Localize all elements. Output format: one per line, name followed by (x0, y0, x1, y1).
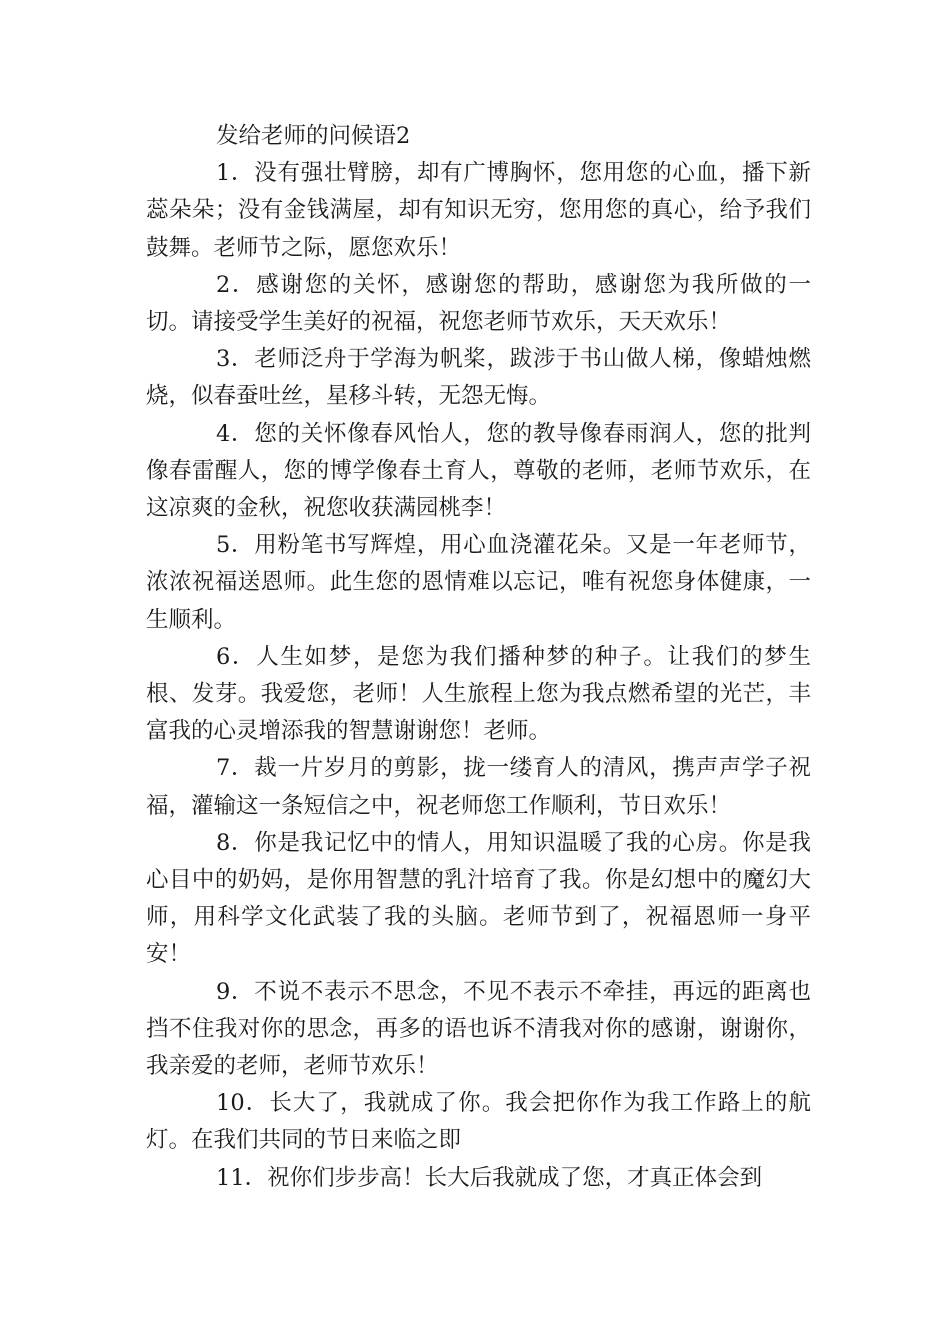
paragraph-11: 11．祝你们步步高！长大后我就成了您，才真正体会到 (216, 1164, 763, 1191)
paragraph-2: 2．感谢您的关怀，感谢您的帮助，感谢您为我所做的一切。请接受学生美好的祝福，祝您老师节欢乐，天天欢乐！ (146, 271, 811, 336)
paragraph-3: 3．老师泛舟于学海为帆桨，跋涉于书山做人梯，像蜡烛燃烧，似春蚕吐丝，星移斗转，无怨无悔。 (146, 346, 811, 410)
paragraph-8: 8．你是我记忆中的情人，用知识温暖了我的心房。你是我心目中的奶妈，是你用智慧的乳汁培育了我。你是幻想中的魔幻大师，用科学文化武装了我的头脑。老师节到了，祝福恩师一身平安！ (146, 829, 811, 968)
paragraph-9: 9．不说不表示不思念，不见不表示不牵挂，再远的距离也挡不住我对你的思念，再多的语也诉不清我对你的感谢，谢谢你，我亲爱的老师，老师节欢乐！ (146, 978, 811, 1080)
paragraph-5: 5．用粉笔书写辉煌，用心血浇灌花朵。又是一年老师节，浓浓祝福送恩师。此生您的恩情难以忘记，唯有祝您身体健康，一生顺利。 (146, 532, 811, 633)
paragraph-10: 10．长大了，我就成了你。我会把你作为我工作路上的航灯。在我们共同的节日来临之即 (146, 1090, 811, 1154)
paragraph-4: 4．您的关怀像春风怡人，您的教导像春雨润人，您的批判像春雷醒人，您的博学像春土育人，尊敬的老师，老师节欢乐，在这凉爽的金秋，祝您收获满园桃李！ (146, 420, 811, 522)
paragraph-6: 6．人生如梦，是您为我们播种梦的种子。让我们的梦生根、发芽。我爱您，老师！人生旅程上您为我点燃希望的光芒，丰富我的心灵增添我的智慧谢谢您！老师。 (146, 643, 811, 745)
paragraph-1: 1．没有强壮臂膀，却有广博胸怀，您用您的心血，播下新蕊朵朵；没有金钱满屋，却有知识无穷，您用您的真心，给予我们鼓舞。老师节之际，愿您欢乐！ (146, 160, 811, 261)
document-title: 发给老师的问候语2 (216, 123, 411, 149)
paragraph-7: 7．裁一片岁月的剪影，拢一缕育人的清风，携声声学子祝福，灌输这一条短信之中，祝老师您工作顺利，节日欢乐！ (146, 755, 811, 819)
document-page (146, 118, 811, 1197)
